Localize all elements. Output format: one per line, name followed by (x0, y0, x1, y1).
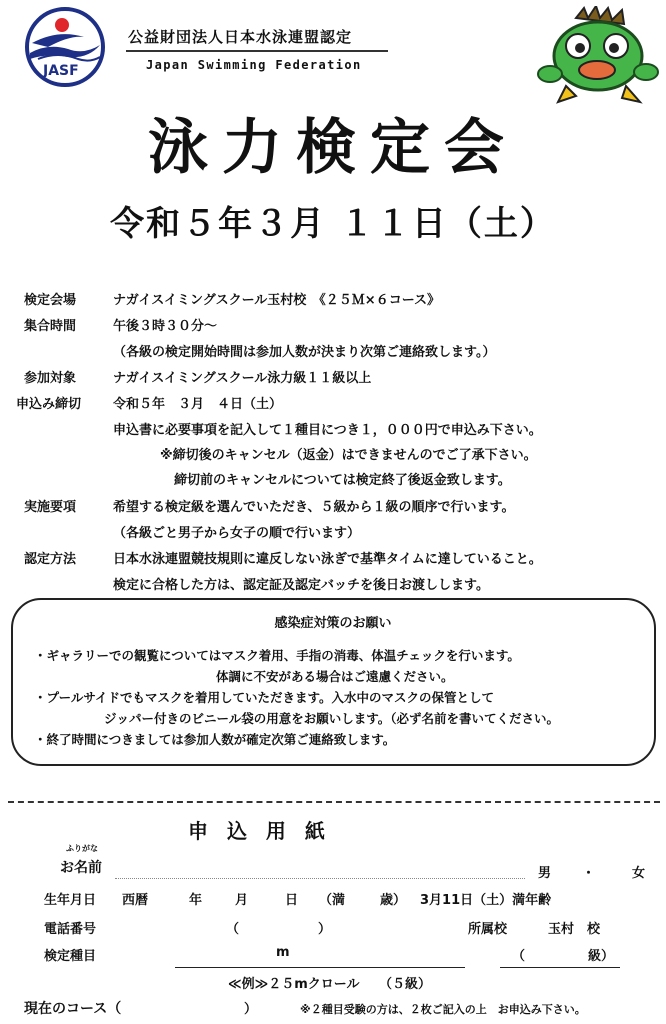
age-reference-date: 3月11日（土）満年齢 (420, 893, 552, 908)
male-option[interactable]: 男 (538, 866, 552, 881)
birth-label: 生年月日 (44, 893, 97, 908)
birth-day-unit: 日 (285, 893, 299, 908)
header-divider (126, 50, 388, 52)
detail-procedure-note: （各級ごと男子から女子の順で行います） (113, 526, 361, 541)
org-name-jp: 公益財団法人日本水泳連盟認定 (128, 28, 353, 46)
course-close: ） (244, 1002, 258, 1017)
notice-line: ・プールサイドでもマスクを着用していただきます。入水中のマスクの保管として (34, 690, 495, 705)
notice-line: ・ギャラリーでの観覧についてはマスク着用、手指の消毒、体温チェックを行います。 (34, 648, 520, 663)
detail-target: ナガイスイミングスクール泳力級１１級以上 (113, 371, 372, 386)
notice-line: 体調に不安がある場合はご遠慮ください。 (216, 669, 454, 684)
org-name-en: Japan Swimming Federation (146, 58, 362, 72)
course-label: 現在のコース（ (24, 1001, 122, 1017)
school-label: 所属校 (468, 922, 508, 937)
detail-deadline-fee: 申込書に必要事項を記入して１種目につき１，０００円で申込み下さい。 (113, 423, 542, 438)
birth-year-unit: 年 (189, 893, 203, 908)
detail-certification: 日本水泳連盟競技規則に違反しない泳ぎで基準タイムに達していること。 (113, 552, 542, 567)
detail-deadline-cancel: ※締切後のキャンセル（返金）はできませんのでご了承下さい。 (160, 448, 537, 463)
furigana-label: ふりがな (66, 844, 98, 853)
detail-label-certification: 認定方法 (24, 552, 77, 567)
detail-label-venue: 検定会場 (24, 293, 77, 308)
grade-close: 級） (588, 949, 615, 964)
notice-line: ジッパー付きのビニール袋の用意をお願いします。（必ず名前を書いてください。 (104, 711, 560, 726)
school-value: 玉村 校 (548, 922, 601, 937)
detail-label-target: 参加対象 (24, 371, 77, 386)
distance-unit: m (276, 945, 290, 960)
notice-line: ・終了時間につきましては参加人数が確定次第ご連絡致します。 (34, 732, 396, 747)
name-field[interactable] (115, 878, 525, 879)
cut-line (8, 801, 660, 803)
phone-paren-close: ） (318, 922, 332, 937)
event-title: 泳力検定会 (148, 113, 518, 183)
notice-title: 感染症対策のお願い (274, 616, 392, 631)
age-open: （満 (319, 893, 346, 908)
logo-text: JASF (43, 63, 79, 79)
jasf-logo (18, 7, 113, 87)
name-label: お名前 (60, 860, 102, 876)
female-option[interactable]: 女 (632, 866, 646, 881)
form-title: 申 込 用 紙 (188, 819, 331, 843)
detail-label-time: 集合時間 (24, 319, 77, 334)
phone-paren-open: （ (226, 922, 240, 937)
detail-time: 午後３時３０分～ (113, 319, 218, 334)
event-type-field[interactable] (175, 967, 465, 968)
detail-label-procedure: 実施要項 (24, 500, 77, 515)
gender-separator: ・ (582, 866, 596, 881)
event-type-label: 検定種目 (44, 949, 97, 964)
mascot-icon (536, 6, 662, 106)
example-entry: ≪例≫２５mクロール （５級） (228, 977, 432, 992)
detail-venue: ナガイスイミングスクール玉村校 《２５Ｍ×６コース》 (113, 293, 441, 308)
birth-era: 西暦 (122, 893, 149, 908)
grade-field[interactable] (500, 967, 620, 968)
event-date: 令和５年３月 １１日（土） (110, 204, 556, 244)
detail-deadline-refund: 締切前のキャンセルについては検定終了後返金致します。 (174, 473, 511, 488)
detail-certification-note: 検定に合格した方は、認定証及認定バッチを後日お渡しします。 (113, 578, 489, 593)
age-close: 歳） (380, 893, 407, 908)
two-event-note: ※２種目受験の方は、２枚ご記入の上 お申込み下さい。 (300, 1003, 586, 1016)
detail-time-note: （各級の検定開始時間は参加人数が決まり次第ご連絡致します。） (113, 345, 496, 360)
detail-deadline: 令和５年 ３月 ４日（土） (113, 397, 283, 412)
detail-label-deadline: 申込み締切 (16, 397, 82, 412)
grade-open: （ (512, 949, 526, 964)
phone-label: 電話番号 (44, 922, 97, 937)
detail-procedure: 希望する検定級を選んでいただき、５級から１級の順序で行います。 (113, 500, 515, 515)
birth-month-unit: 月 (235, 893, 249, 908)
